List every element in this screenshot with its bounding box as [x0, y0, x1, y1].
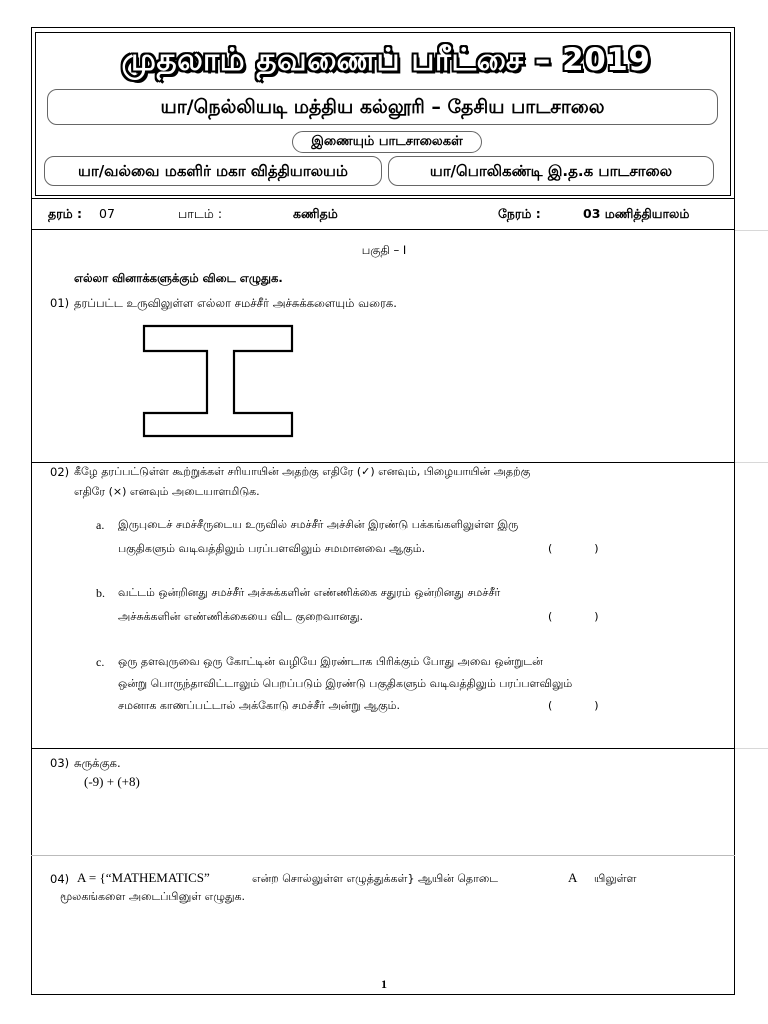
- q1-text: தரப்பட்ட உருவிலுள்ள எல்லா சமச்சீர் அச்சுக்களையும் வரைக.: [74, 296, 397, 310]
- q2c-line2: ஒன்று பொருந்தாவிட்டாலும் பெறப்படும் இரண்டு பகுதிகளும் வடிவத்திலும் பரப்பளவிலும்: [118, 677, 573, 690]
- q2c-letter: c.: [96, 655, 105, 669]
- school-left-name: யா/வல்வை மகளிர் மகா வித்தியாலயம்: [44, 156, 382, 186]
- q4-set-letter: A: [568, 870, 578, 885]
- time-value: 03 மணித்தியாலம்: [583, 206, 690, 221]
- q4-line2: மூலகங்களை அடைப்பினுள் எழுதுக.: [60, 890, 246, 903]
- margin-rule: [735, 748, 768, 749]
- main-school-name: யா/நெல்லியடி மத்திய கல்லூரி – தேசிய பாடசாலை: [47, 89, 718, 125]
- q2b-answer-bracket[interactable]: ( ): [548, 610, 599, 623]
- i-beam-figure: [140, 322, 296, 440]
- school-right-name: யா/பொலிகண்டி இ.த.க பாடசாலை: [388, 156, 714, 186]
- q4-text-part2: என்ற சொல்லுள்ள எழுத்துக்கள்} ஆயின் தொடை: [252, 872, 498, 885]
- q1-number: 01): [50, 296, 70, 310]
- separator: [31, 462, 735, 463]
- q2a-answer-bracket[interactable]: ( ): [548, 542, 599, 555]
- section-title: பகுதி – I: [361, 243, 407, 257]
- instruction-text: எல்லா வினாக்களுக்கும் விடை எழுதுக.: [74, 271, 283, 285]
- grade-value: 07: [99, 206, 115, 221]
- q2c-line1: ஒரு தளவுருவை ஒரு கோட்டின் வழியே இரண்டாக பிரிக்கும் போது அவை ஒன்றுடன்: [118, 655, 543, 668]
- q2b-line2: அச்சுக்களின் எண்ணிக்கையை விட குறைவானது.: [118, 610, 363, 623]
- q2a-line1: இருபுடைச் சமச்சீருடைய உருவில் சமச்சீர் அச்சின் இரண்டு பக்கங்களிலுள்ள இரு: [118, 518, 519, 531]
- q2a-letter: a.: [96, 518, 105, 532]
- q2c-answer-bracket[interactable]: ( ): [548, 699, 599, 712]
- exam-title: முதலாம் தவணைப் பரீட்சை – 2019: [121, 42, 651, 78]
- margin-rule: [735, 230, 768, 231]
- separator: [31, 748, 735, 749]
- q3-expression: (-9) + (+8): [84, 774, 140, 789]
- q2-number: 02): [50, 465, 70, 479]
- exam-info-row: [31, 198, 735, 230]
- q2-instruction-line2: எதிரே (×) எனவும் அடையாளமிடுக.: [74, 485, 260, 498]
- i-shape-outline: [144, 326, 292, 436]
- q2b-line1: வட்டம் ஒன்றினது சமச்சீர் அச்சுக்களின் எண்ணிக்கை சதுரம் ஒன்றினது சமச்சீர்: [118, 586, 501, 599]
- q2b-letter: b.: [96, 586, 105, 600]
- q4-set-definition: A = {“MATHEMATICS”: [77, 870, 210, 885]
- grade-label: தரம் :: [48, 206, 83, 221]
- q4-text-part3: யிலுள்ள: [594, 872, 637, 885]
- q4-number: 04): [50, 872, 70, 886]
- q2a-line2: பகுதிகளும் வடிவத்திலும் பரப்பளவிலும் சமமானவை ஆகும்.: [118, 542, 426, 555]
- associated-schools-label: இணையும் பாடசாலைகள்: [292, 131, 482, 153]
- margin-rule: [735, 462, 768, 463]
- q3-text: சுருக்குக.: [74, 756, 121, 770]
- subject-label: பாடம் :: [178, 206, 223, 221]
- time-label: நேரம் :: [498, 206, 541, 221]
- page-number: 1: [381, 977, 387, 991]
- subject-value: கணிதம்: [293, 206, 338, 221]
- q3-number: 03): [50, 756, 70, 770]
- q2-instruction-line1: கீழே தரப்பட்டுள்ள கூற்றுக்கள் சரியாயின் அதற்கு எதிரே (✓) எனவும், பிழையாயின் அதற்கு: [74, 465, 531, 478]
- q2c-line3: சமனாக காணப்பட்டால் அக்கோடு சமச்சீர் அன்று ஆகும்.: [118, 699, 401, 712]
- separator: [31, 855, 735, 856]
